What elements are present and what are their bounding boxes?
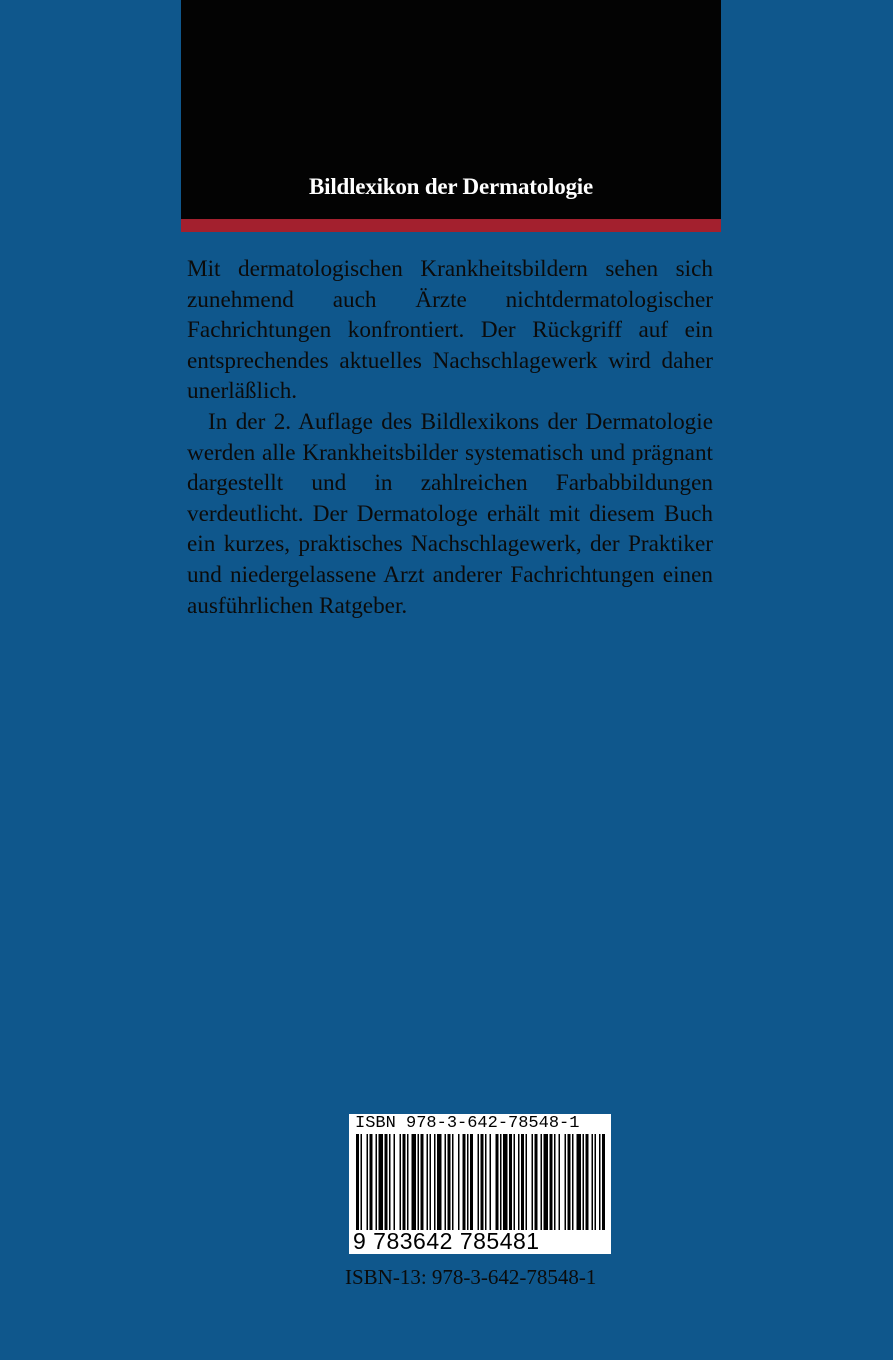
title-band (181, 0, 721, 219)
blurb-paragraph-2: In der 2. Auflage des Bildlexikons der Dermatologie werden alle Krankheitsbilder systematisch und prägnant dargestellt und in zahlreichen Farbabbildungen verdeutlicht. Der Dermatologe erhält mit diesem Buch ein kurzes, praktisches Nachschlagewerk, der Praktiker und niedergelassene Arzt anderer Fachrichtungen einen ausführlichen Ratgeber. (187, 408, 713, 619)
barcode-icon (355, 1134, 605, 1230)
barcode-box (349, 1114, 611, 1254)
blurb-paragraph-1: Mit dermatologischen Krankheitsbildern sehen sich zunehmend auch Ärzte nichtdermatologischer Fachrichtungen konfrontiert. Der Rückgriff auf ein entsprechendes aktuelles Nachschlagewerk wird daher unerläßlich. (187, 256, 713, 405)
isbn-13-text: ISBN-13: 978-3-642-78548-1 (345, 1265, 597, 1289)
barcode-isbn-label: ISBN 978-3-642-78548-1 (355, 1114, 580, 1133)
red-stripe (181, 219, 721, 232)
blurb-text (187, 254, 713, 621)
barcode-digits: 9 783642 785481 (353, 1228, 540, 1254)
book-title: Bildlexikon der Dermatologie (308, 174, 593, 199)
